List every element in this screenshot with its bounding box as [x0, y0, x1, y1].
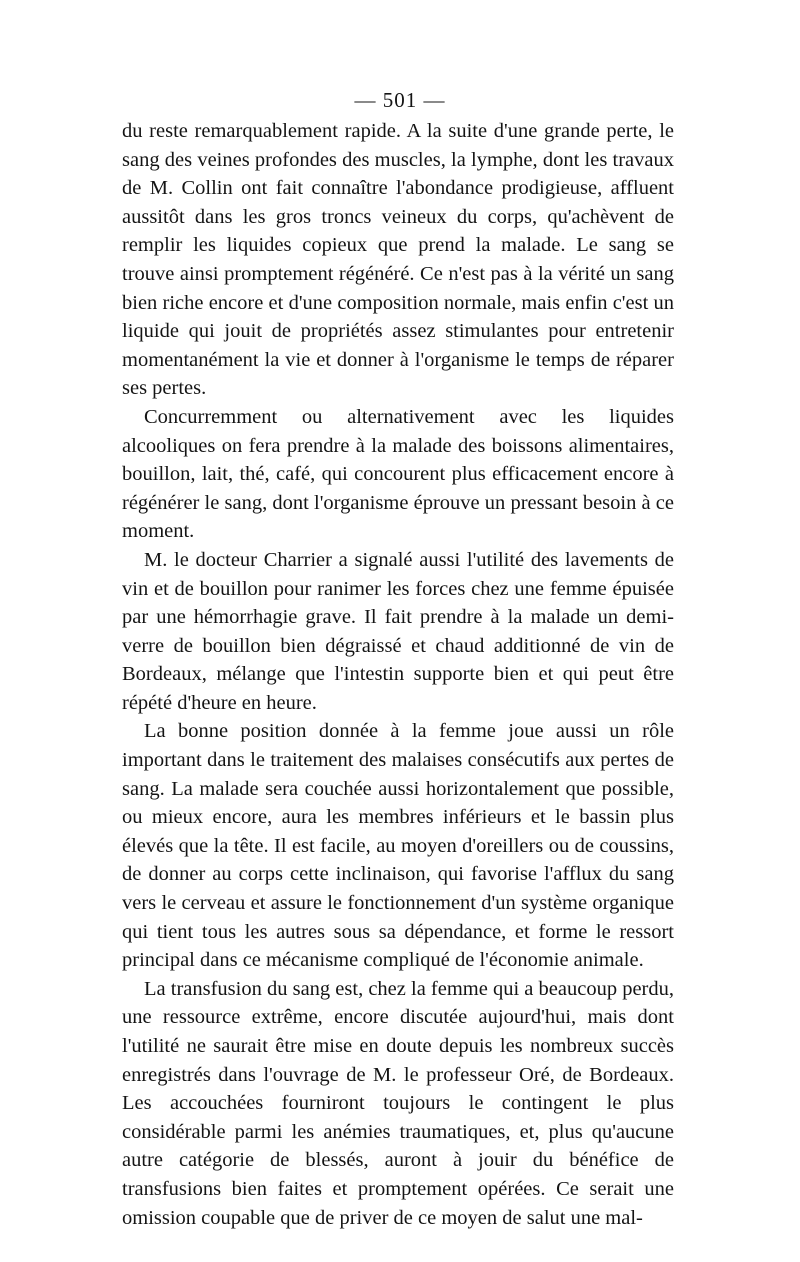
paragraph-charrier-enemas: M. le docteur Charrier a signalé aussi l'utilité des lavements de vin et de bouillon pour ranimer les forces chez une femme épuisée par une hémorrhagie grave. Il fait prendre à la malade un demi-verre de bouillon bien dégraissé et chaud additionné de vin de Bordeaux, mélange que l'intestin supporte bien et qui peut être répété d'heure en heure. — [122, 548, 674, 714]
page-number: — 501 — — [354, 88, 446, 112]
paragraph-transfusion: La transfusion du sang est, chez la femme qui a beaucoup perdu, une ressource extrême, encore discutée aujourd'hui, mais dont l'utilité ne saurait être mise en doute depuis les nombreux succès enregistrés dans l'ouvrage de M. le professeur Oré, de Bordeaux. Les accouchées fourniront toujours le contingent le plus considérable parmi les anémies traumatiques, et, plus qu'aucune autre catégorie de blessés, auront à jouir du bénéfice de transfusions bien faites et promptement opérées. Ce serait une omission coupable que de priver de ce moyen de salut une mal- — [122, 977, 674, 1229]
paragraph-position: La bonne position donnée à la femme joue aussi un rôle important dans le traitement des malaises consécutifs aux pertes de sang. La malade sera couchée aussi horizontalement que possible, ou mieux encore, aura les membres inférieurs et le bassin plus élevés que la tête. Il est facile, au moyen d'oreillers ou de coussins, de donner au corps cette inclinaison, qui favorise l'afflux du sang vers le cerveau et assure le fonctionnement d'un système organique qui tient tous les autres sous sa dépendance, et forme le ressort principal dans ce mécanisme compliqué de l'économie animale. — [122, 720, 674, 972]
paragraph-alcohol-and-food: Concurremment ou alternativement avec les liquides alcooliques on fera prendre à la malade des boissons alimentaires, bouillon, lait, thé, café, qui concourent plus efficacement encore à régénérer le sang, dont l'organisme éprouve un pressant besoin à ce moment. — [122, 405, 674, 543]
body-text — [122, 117, 674, 1232]
paragraph-continuation: du reste remarquablement rapide. A la suite d'une grande perte, le sang des veines profondes des muscles, la lymphe, dont les travaux de M. Collin ont fait connaître l'abondance prodigieuse, affluent aussitôt dans les gros troncs veineux du corps, qu'achèvent de remplir les liquides copieux que prend la malade. Le sang se trouve ainsi promptement régénéré. Ce n'est pas à la vérité un sang bien riche encore et d'une composition normale, mais enfin c'est un liquide qui jouit de propriétés assez stimulantes pour entretenir momentanément la vie et donner à l'organisme le temps de réparer ses pertes. — [122, 120, 674, 400]
